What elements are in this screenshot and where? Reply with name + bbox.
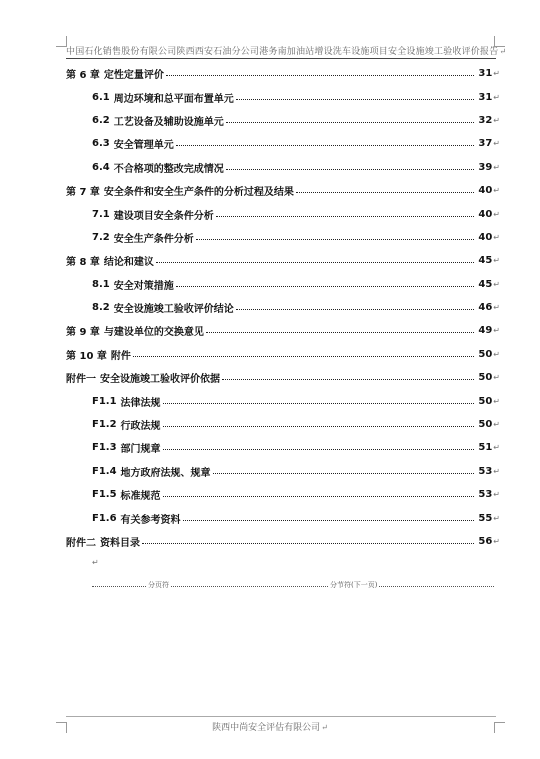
toc-dot-leader: [133, 346, 474, 357]
paragraph-mark-icon: ↵: [493, 139, 500, 149]
toc-dot-leader: [166, 65, 474, 76]
toc-entry[interactable]: [66, 506, 500, 529]
toc-entry[interactable]: [66, 460, 500, 483]
toc-entry-number: 第 8 章: [66, 257, 100, 269]
toc-entry-page: 53: [478, 465, 493, 477]
toc-entry-title: 部门规章: [120, 444, 161, 456]
paragraph-mark-icon: ↵: [493, 209, 500, 219]
toc-dot-leader: [296, 182, 474, 193]
toc-entry[interactable]: [66, 62, 500, 85]
header-rule: [66, 58, 496, 59]
section-break-label: 分节符(下一页): [330, 581, 378, 589]
toc-entry[interactable]: [66, 366, 500, 389]
toc-entry-number: F1.5: [92, 489, 117, 501]
toc-entry-number: 6.4: [92, 161, 110, 173]
toc-entry[interactable]: [66, 156, 500, 179]
paragraph-mark-icon: ↵: [493, 349, 500, 359]
toc-entry[interactable]: [66, 413, 500, 436]
toc-entry-title: 安全条件和安全生产条件的分析过程及结果: [103, 187, 294, 199]
toc-entry[interactable]: [66, 249, 500, 272]
toc-entry-title: 安全设施竣工验收评价依据: [100, 374, 220, 386]
toc-entry-number: 6.3: [92, 138, 110, 150]
toc-entry-page: 56: [478, 536, 493, 547]
paragraph-mark-icon: ↵: [493, 279, 500, 289]
toc-entry-page: 39: [478, 161, 493, 173]
toc-dot-leader: [183, 510, 475, 521]
toc-entry-page: 46: [478, 302, 493, 314]
paragraph-mark-icon: ↵: [493, 115, 500, 125]
toc-entry-number: F1.6: [92, 512, 117, 524]
toc-dot-leader: [236, 299, 475, 310]
toc-entry-number: 6.1: [92, 91, 110, 103]
paragraph-mark-icon: ↵: [493, 232, 500, 242]
paragraph-mark-icon: ↵: [499, 47, 506, 56]
toc-entry-title: 与建设单位的交换意见: [103, 327, 204, 339]
toc-entry-number: 第 10 章: [66, 350, 107, 362]
toc-entry[interactable]: [66, 132, 500, 155]
toc-entry[interactable]: [66, 530, 500, 553]
paragraph-mark-icon: ↵: [493, 326, 500, 336]
toc-entry-title: 地方政府法规、规章: [120, 467, 211, 479]
toc-entry[interactable]: [66, 296, 500, 319]
toc-entry[interactable]: [66, 273, 500, 296]
toc-dot-leader: [163, 416, 475, 427]
toc-dot-leader: [213, 463, 475, 474]
paragraph-mark-icon: ↵: [493, 466, 500, 476]
toc-entry[interactable]: [66, 202, 500, 225]
page-header[interactable]: [66, 44, 506, 57]
toc-entry-title: 工艺设备及辅助设施单元: [113, 116, 224, 128]
toc-entry-page: 51: [478, 442, 493, 454]
toc-entry-number: F1.4: [92, 465, 117, 477]
toc-entry-number: 附件一: [66, 374, 96, 386]
toc-entry-number: 第 6 章: [66, 70, 100, 82]
header-text: 中国石化销售股份有限公司陕西西安石油分公司港务南加油站增设洗车设施项目安全设施竣工验收评价报告: [66, 47, 499, 57]
paragraph-mark-icon: ↵: [493, 303, 500, 313]
page-footer[interactable]: [0, 720, 540, 733]
toc-entry[interactable]: [66, 226, 500, 249]
paragraph-mark-icon: ↵: [493, 92, 500, 102]
paragraph-mark-icon: ↵: [493, 490, 500, 500]
paragraph-mark-icon: ↵: [493, 537, 500, 546]
toc-dot-leader: [142, 533, 474, 544]
toc-dot-leader: [206, 322, 474, 333]
toc-entry-title: 行政法规: [120, 421, 161, 433]
toc-entry-title: 定性定量评价: [103, 70, 164, 82]
paragraph-mark-icon: ↵: [493, 373, 500, 383]
toc-entry-number: 第 7 章: [66, 187, 100, 199]
toc-entry-number: 第 9 章: [66, 327, 100, 339]
toc-entry[interactable]: [66, 85, 500, 108]
paragraph-mark-icon: ↵: [321, 723, 328, 732]
toc-entry-page: 40: [478, 231, 493, 243]
toc-dot-leader: [163, 486, 475, 497]
paragraph-mark-icon: ↵: [493, 186, 500, 196]
toc-entry-number: F1.2: [92, 419, 117, 431]
toc-entry-number: 7.2: [92, 231, 110, 243]
toc-entry[interactable]: [66, 179, 500, 202]
toc-entry-number: F1.1: [92, 395, 117, 407]
toc-entry[interactable]: [66, 436, 500, 459]
paragraph-mark-icon: ↵: [493, 443, 500, 453]
toc-entry-title: 附件: [110, 350, 131, 362]
toc-entry-title: 有关参考资料: [120, 514, 181, 526]
toc-dot-leader: [176, 135, 475, 146]
page-break-label: 分页符: [148, 581, 169, 589]
toc-dot-leader: [163, 393, 475, 404]
toc-dot-leader: [196, 229, 475, 240]
toc-entry-title: 标准规范: [120, 491, 161, 503]
toc-entry-page: 40: [478, 208, 493, 220]
toc-entry[interactable]: [66, 109, 500, 132]
paragraph-mark-icon: ↵: [493, 256, 500, 266]
footer-rule: [66, 716, 496, 717]
toc-entry-title: 结论和建议: [103, 257, 154, 269]
toc-entry-page: 32: [478, 114, 493, 126]
toc-entry[interactable]: [66, 319, 500, 342]
toc-entry-page: 50: [478, 419, 493, 431]
paragraph-mark-icon: ↵: [493, 396, 500, 406]
toc-entry[interactable]: [66, 343, 500, 366]
toc-entry-title: 资料目录: [100, 538, 140, 549]
toc-entry-page: 49: [478, 325, 493, 337]
toc-entry-title: 周边环境和总平面布置单元: [113, 93, 234, 105]
paragraph-mark-icon: ↵: [493, 162, 500, 172]
toc-dot-leader: [176, 276, 475, 287]
toc-dot-leader: [156, 252, 474, 263]
toc-entry-number: 6.2: [92, 114, 110, 126]
toc-entry-page: 31: [478, 91, 493, 103]
toc-dot-leader: [163, 439, 475, 450]
toc-entry-title: 建设项目安全条件分析: [113, 210, 214, 222]
toc-entry-page: 50: [478, 372, 493, 384]
toc-entry-number: 8.1: [92, 278, 110, 290]
table-of-contents: [66, 62, 500, 553]
toc-entry-page: 50: [478, 395, 493, 407]
toc-entry-page: 40: [478, 185, 493, 197]
toc-entry-page: 45: [478, 278, 493, 290]
toc-entry-page: 50: [478, 348, 493, 360]
toc-entry-number: 8.2: [92, 302, 110, 314]
toc-entry-title: 法律法规: [120, 397, 161, 409]
toc-entry-title: 安全对策措施: [113, 280, 174, 292]
paragraph-mark-icon: ↵: [493, 513, 500, 523]
toc-entry-title: 安全设施竣工验收评价结论: [113, 304, 234, 316]
toc-dot-leader: [226, 159, 475, 170]
toc-entry-number: 附件二: [66, 538, 96, 549]
paragraph-mark-icon: ↵: [493, 69, 500, 79]
toc-entry-page: 55: [478, 512, 493, 524]
toc-dot-leader: [236, 89, 475, 100]
footer-text: 陕西中尚安全评估有限公司: [212, 723, 321, 733]
toc-entry-page: 53: [478, 489, 493, 501]
toc-dot-leader: [222, 369, 474, 380]
toc-entry[interactable]: [66, 389, 500, 412]
toc-entry[interactable]: [66, 483, 500, 506]
toc-entry-number: 7.1: [92, 208, 110, 220]
toc-dot-leader: [226, 112, 475, 123]
paragraph-mark-icon: ↵: [493, 420, 500, 430]
toc-entry-title: 安全生产条件分析: [113, 233, 194, 245]
toc-entry-number: F1.3: [92, 442, 117, 454]
paragraph-mark-icon: ↵: [92, 558, 99, 567]
toc-entry-page: 31: [478, 68, 493, 80]
toc-entry-page: 37: [478, 138, 493, 150]
toc-entry-page: 45: [478, 255, 493, 267]
toc-dot-leader: [216, 206, 475, 217]
toc-entry-title: 不合格项的整改完成情况: [113, 163, 224, 175]
toc-entry-title: 安全管理单元: [113, 140, 174, 152]
